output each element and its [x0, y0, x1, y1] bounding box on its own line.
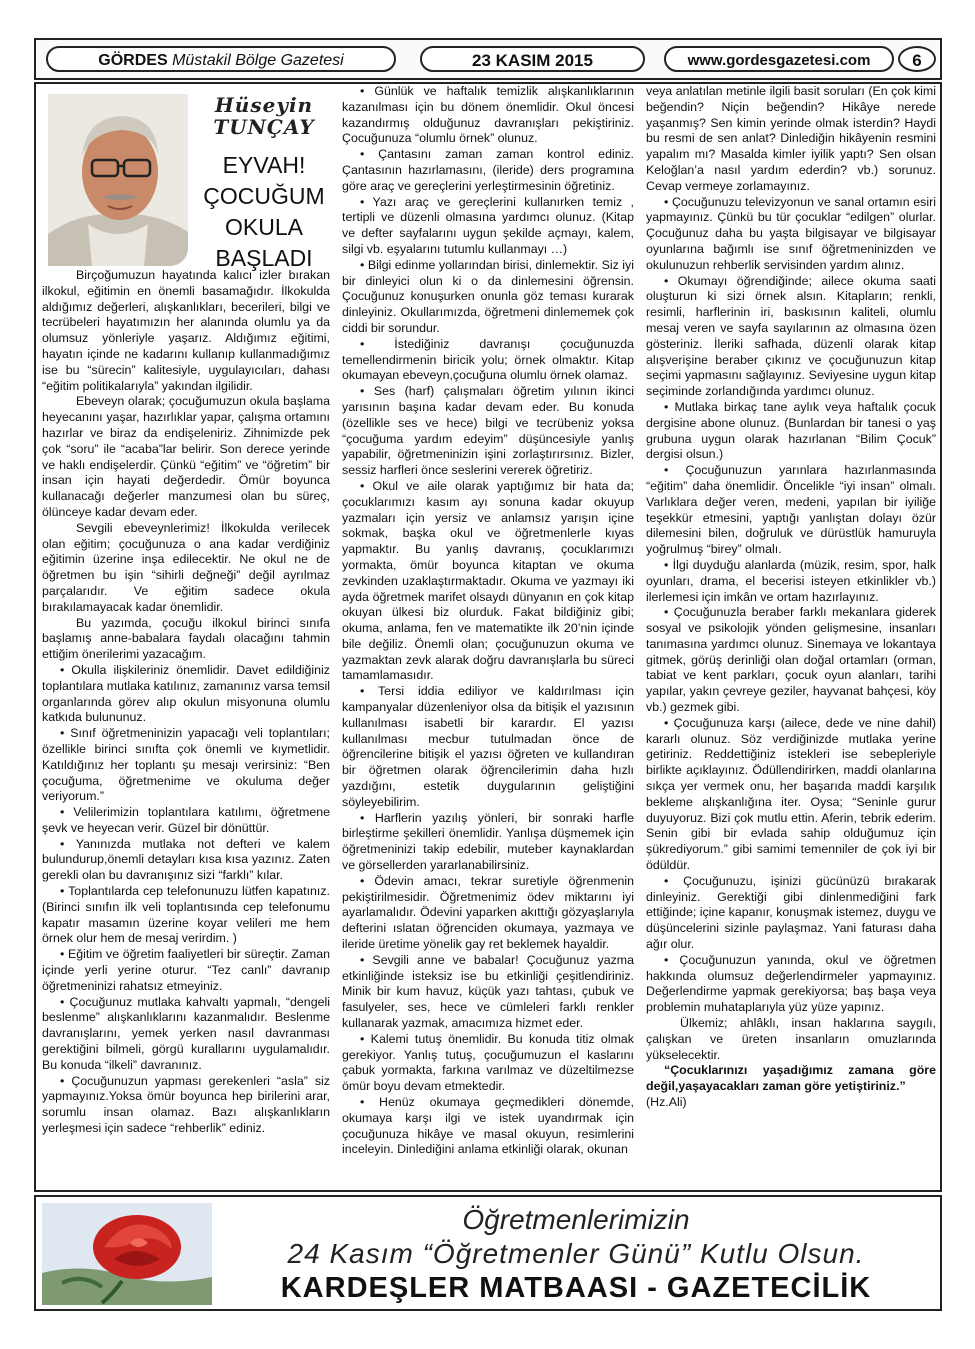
author-portrait-icon [48, 94, 188, 266]
paragraph: • Sevgili anne ve babalar! Çocuğunuz yazma etkinliğinde isteksiz ise bu etkinliği çeşitlendiriniz. Minik bir kum havuz, küçük yazı tahtası, çubuk ve fasulyeler, ses, hece ve cümleleri farklı renkler kullanarak yazmak, amacımıza hizmet eder. [342, 952, 634, 1031]
paragraph: • Okul ve aile olarak yaptığımız bir hata da; çocuklarımızı kasım ayı sonuna kadar okuyup yazmaları için yersiz ve anlamsız yarışın içine sokmak, başka okul ve öğretmenlerle kıyas yapmaktır. Bu yanlış davranış, çocuklarımızı yormakta, ömür boyunca kitaptan ve okuma zevkinden uzaklaştırmaktadır. Okuma ve yazmayı iki ayda öğretmek marifet olsaydı dünyanın en çok kitap okuyan ülkesi biz olurduk. Fakat bildiğiniz gibi; okuma, anlama, fen ve matematikte ilk 20’nin içinde bile değiliz. Önemli olan; çocuğunuzun okuma ve yazmaktan zevk alarak doğru davranışlarla bu süreci tamamlamasıdır. [342, 478, 634, 683]
paragraph: • Ses (harf) çalışmaları öğretim yılının ikinci yarısının başına kadar devam eder. Bu konuda (özellikle ses ve hece) bilgi ve tecrübeniz yoksa “çocuğuma yardım edeyim” düşüncesiyle yanlış yapabilir, öğretmeninizin işini zorlaştırırsınız. Bizler, sessiz harfleri önce seslerini vererek öğretiriz. [342, 384, 634, 478]
quote-attribution: (Hz.Ali) [646, 1095, 687, 1109]
author-photo [48, 94, 188, 266]
paragraph: Birçoğumuzun hayatında kalıcı izler bırakan ilkokul, eğitimin en önemli basamağıdır. İlkokulda aldığımız değerleri, alışkanlıkları, becerileri, bilgi ve tecrübeleri hayatımızın her alanında olumlu ya da olumsuz yönleriyle yaşarız. Aldığımız eğitimi, hayatın içinde ne kadarını kullanıp kullanmadığımız ise bu “sürecin” kalitesiyle, uygulayıcıları, dahası “eğitim politikalarıyla” yakından ilgilidir. [42, 268, 330, 393]
page-number: 6 [898, 46, 936, 72]
rose-image [42, 1203, 212, 1305]
paragraph: • Okulla ilişkileriniz önemlidir. Davet edildiğiniz toplantılara mutlaka katılınız, zamanınız varsa temsil organlarında görev alıp okulun misyonuna olumlu katkıda bulununuz. [42, 662, 330, 725]
headline-line: BAŞLADI [215, 245, 313, 271]
author-first-name: Hüseyin [214, 93, 314, 117]
paper-name: GÖRDES [98, 52, 168, 69]
paragraph: • Günlük ve haftalık temizlik alışkanlıklarının kazanılması için bu dönem önemlidir. Okul öncesi kazandırmış olduğunuz davranışları pekiştiriniz. Çocuğunuza “olumlu örnek” olunuz. [342, 84, 634, 146]
paragraph: • Harflerin yazılış yönleri, bir sonraki harfle birleştirme şekilleri önemlidir. Yanlışa düşmemek için öğretmeninizi takip edebilir, muteber kaynaklardan ve görsellerden yararlanabilirsiniz. [342, 810, 634, 873]
paragraph: • Çocuğunuza karşı (ailece, dede ve nine dahil) kararlı olunuz. Söz verdiğinizde mutlaka yerine getiriniz. Reddettiğiniz istekleri ise sebepleriyle birlikte açıklayınız. Ödüllendirirken, maddi olanlarına sıkça yer vermek onu, her başarıda maddi karşılık bekleme alışkanlığına iter. Oysa; “Seninle gurur duyuyoruz. Bizi çok mutlu ettin. Aferin, tebrik ederim. Senin gibi bir evlada sahip olduğumuz için şükrediyorum.” gibi samimi temenniler de çok iyi bir ödüldür. [646, 715, 936, 873]
author-last-name: TUNÇAY [213, 115, 315, 139]
article-headline [194, 150, 334, 274]
paragraph: • Sınıf öğretmeninizin yapacağı veli toplantıları; özellikle birinci sınıfta çok önemli ve kıymetlidir. Katıldığınız her toplantı şu mesajı verirsiniz: “Ben çocuğuma, öğretmenime ve okuluma değer veriyorum.” [42, 726, 330, 804]
column-3 [646, 84, 936, 1111]
closing-quote: “Çocuklarınızı yaşadığımız zamana göre değil,yaşayacakları zaman göre yetiştiriniz.” [646, 1063, 936, 1094]
paragraph: • Henüz okumaya geçmedikleri dönemde, okumaya karşı ilgi ve istek uyandırmak için çocuğunuza hikâye ve masal okuyun, resimlerini inceleyin. Dinlediğini anlama etkinliği olarak, okunan [342, 1095, 634, 1157]
headline-line: OKULA [225, 214, 303, 240]
paragraph: • Yazı araç ve gereçlerini kullanırken temiz , tertipli ve düzenli olmasına yardımcı olunuz. (Kitap ve defter sayfalarını uygun şekilde açmayı, kalem, silgi vb. eşyalarını tutumlu kullanmayı …) [342, 194, 634, 256]
paragraph: • Çantasını zaman zaman kontrol ediniz. Çantasının hazırlamasını, (ileride) ders programına göre araç ve gereçlerini yerleştirmesinin öğretiniz. [342, 147, 634, 193]
paragraph: • Okumayı öğrendiğinde; ailece okuma saati oluşturun ki sizi örnek alsın. Kitapların; renkli, resimli, harflerinin iri, baskısının kaliteli, olumlu mesaj veren ve sayfa sayılarının az olmasına özen gösteriniz. İleriki safhada, düzenli olarak kitap alışverişine beraber çıkınız ve çocuğunuzun kitap seçimi yapmasını sağlayınız. Seviyesine uygun kitap seçiminde zorlandığında yardımcı olunuz. [646, 273, 936, 399]
paragraph: Ülkemiz; ahlâklı, insan haklarına saygılı, çalışkan ve üreten insanların omuzlarında yükselecektir. [646, 1016, 936, 1062]
ad-line-3: KARDEŞLER MATBAASI - GAZETECİLİK [280, 1272, 872, 1304]
paragraph: • Çocuğunuz mutlaka kahvaltı yapmalı, “dengeli beslenme” alışkanlıklarını kazanmalıdır. Beslenme davranışlarını, yemek yerken nasıl davranması gerektiğini bilmeli, görgü kurallarını uygulamalıdır. Bu konuda “ilkeli” davranınız. [42, 994, 330, 1072]
paragraph: • Toplantılarda cep telefonunuzu lütfen kapatınız.(Birinci sınıfın ilk veli toplantısında cep telefonumu kapatır masamın üzerine koyar velileri me hem örnek olur hem de mesaj verirdim. ) [42, 884, 330, 946]
paragraph: • Çocuğunuzu televizyonun ve sanal ortamın esiri yapmayınız. Çünkü bu tür çocuklar “edilgen” olurlar. Çocuğunuz daha bu yaşta bilgisayar ve bilgisayar oyunlarına bağımlı ise sınıf öğretmeninizden ve okulunuzun rehberlik servisinden yardım alınız. [646, 194, 936, 272]
paragraph: veya anlatılan metinle ilgili basit soruları (En çok kimi beğendin? Niçin beğendin? Hikâye nerede yaşanmış? Sen kimin yerinde olmak isterdin? Haydi bu resmi de sen anlat? Dinlediğin hikâyenin resmini yapalım mı? Masalda kimler iyilik yaptı? Sen olsan Keloğlan’a nasıl yardım ederdin? vb.) sorunuz. Cevap vermeye zorlamayınız. [646, 84, 936, 193]
paragraph: • Mutlaka birkaç tane aylık veya haftalık çocuk dergisine abone olunuz. (Bunlardan bir tanesi o yaş grubuna uygun olarak hazırlanan “Bilim Çocuk” dergisi olsun.) [646, 399, 936, 462]
paragraph: • İstediğiniz davranışı çocuğunuzda temellendirmenin biricik yolu; örnek olmaktır. Kitap okumayan ebeveyn,çocuğuna olumlu örnek olamaz. [342, 336, 634, 383]
paragraph: • Velilerimizin toplantılara katılımı, öğretmene şevk ve heyecan verir. Güzel bir dönüttür. [42, 805, 330, 835]
ad-line-1: Öğretmenlerimizin [462, 1204, 690, 1235]
paragraph: • İlgi duyduğu alanlarda (müzik, resim, spor, halk oyunları, drama, el becerisi isteyen etkinlikler vb.) ilerlemesi için imkân ve ortam hazırlayınız. [646, 557, 936, 604]
column-1-body [42, 268, 330, 1137]
paper-subtitle: Müstakil Bölge Gazetesi [172, 52, 344, 69]
paragraph: Ebeveyn olarak; çocuğumuzun okula başlama heyecanını yaşar, hazırlıklar yapar, çalışma ortamını hazırlar ve biraz da endişeleniriz. Zihnimizde pek çok “soru” ile “acaba”lar belirir. Son derece yerinde ve haklı endişelerdir. Çünkü “eğitim” ve “öğretim” bir insan için hayati değerdedir. Ömür boyunca kullanacağı değerler manzumesi olan bu süreç, ölünceye kadar devam eder. [42, 394, 330, 519]
paragraph: • Çocuğunuzu, işinizi gücünüzü bırakarak dinleyiniz. Gerektiği gibi dinlenmediğini fark ettiğinde; içine kapanır, konuşmak istemez, duygu ve düşüncelerini sizinle paylaşmaz. Yani faturası daha ağır olur. [646, 873, 936, 952]
paragraph: • Tersi iddia ediliyor ve kaldırılması için kampanyalar düzenleniyor olsa da bitişik el yazısının kullanılması isabetli bir karardır. El yazısı kullanılması mecbur tutulmadan önce de öğrencilerine bitişik el yazısı öğreten ve kullandıran bir öğretmen olarak öğrencilerimin daha hızlı yazdığını, estetik duygularının geliştiğini söyleyebilirim. [342, 684, 634, 809]
paragraph: • Eğitim ve öğretim faaliyetleri bir süreçtir. Zaman içinde yerli yerine oturur. “Tez canlı” davranıp öğretmeninizi rahatsız etmeyiniz. [42, 947, 330, 993]
headline-line: EYVAH! [222, 152, 306, 178]
paper-name-pill [46, 46, 396, 72]
footer-advertisement [34, 1195, 942, 1311]
website-url: www.gordesgazetesi.com [664, 46, 894, 72]
paragraph: • Çocuğunuzla beraber farklı mekanlara giderek sosyal ve psikolojik yönden gelişmesine, insanları tanımasına yardımcı olunuz. Sinemaya ve lokantaya gitmek, görüş derinliği olan doğal ortamları (orman, tabiat ve kent parkları, çocuk oyun alanları, tarihi yapılar, yakın çevreye geziler, hayvanat bahçesi, köy vb.) gezmek gibi. [646, 605, 936, 715]
author-name [194, 94, 334, 138]
rose-icon [42, 1203, 212, 1305]
column-2 [342, 84, 634, 1158]
headline-line: ÇOCUĞUM [203, 183, 325, 209]
paragraph: • Yanınızda mutlaka not defteri ve kalem bulundurup,önemli detayları kısa kısa yazınız. Zaten gerekli olan bu davranışınız sizi “farklı” kılar. [42, 836, 330, 883]
issue-date: 23 KASIM 2015 [420, 46, 645, 72]
article-box [34, 82, 942, 1192]
paragraph: • Çocuğunuzun yarınlara hazırlanmasında “eğitim” daha önemlidir. Öncelikle “iyi insan” olmalı. Varlıklara değer veren, medeni, yapılan bir iyiliğe teşekkür etmesini, yaptığı yanlıştan dolayı özür dilemesini bilen, doğruluk ve dürüstlük hamuruyla yoğrulmuş “birey” olmalı. [646, 463, 936, 557]
ad-line-2: 24 Kasım “Öğretmenler Günü” Kutlu Olsun. [287, 1238, 865, 1269]
paragraph: • Bilgi edinme yollarından birisi, dinlemektir. Siz iyi bir dinleyici olun ki o da dinlemesini öğrensin. Çocuğunuz konuşurken onunla göz teması kurarak dinleyiniz. Okullarımızda, öğretmeni dinlememek çok ciddi bir sorundur. [342, 257, 634, 335]
paragraph: Sevgili ebeveynlerimiz! İlkokulda verilecek olan eğitim; çocuğunuza o ana kadar verdiğiniz eğitimin üzerine inşa edilecektir. Ne okul ne de öğretmen bu işin “sihirli değneği” değil ayrılmaz parçalarıdır. Ve eğitim sadece okula bırakılamayacak kadar önemlidir. [42, 520, 330, 614]
paragraph: Bu yazımda, çocuğu ilkokul birinci sınıfa başlamış anne-babalara faydalı olacağını tahmin ettiğim önerilerimi yazacağım. [42, 615, 330, 662]
paragraph: • Çocuğunuzun yanında, okul ve öğretmen hakkında olumsuz değerlendirmeler yapmayınız. Değerlendirme yapmak gerekiyorsa; baş başa veya problemin muhataplarıyla yüz yüze yapınız. [646, 952, 936, 1015]
paragraph: • Ödevin amacı, tekrar suretiyle öğrenmenin pekiştirilmesidir. Öğretmenimiz ödev miktarını iyi ayarlamalıdır. Ödevini yaparken akıttığı gözyaşlarıyla defterini ıslatan öğrenciden okumaya, yazmaya ve ileride üretime yönelik gay ret beklemek hayaldir. [342, 873, 634, 952]
paragraph: • Çocuğunuzun yapması gerekenleri “asla” siz yapmayınız.Yoksa ömür boyunca hep birilerini arar, sorumlu insan olamaz. Bazı alışkanlıkların yerleşmesi için sadece “rehberlik” ediniz. [42, 1073, 330, 1136]
page-header [34, 38, 942, 80]
paragraph: • Kalemi tutuş önemlidir. Bu konuda titiz olmak gerekiyor. Yanlış tutuş, çocuğumuzun el kaslarını çabuk yormakta, farkına varılmaz ve düzeltilmezse ömür boyu devam etmektedir. [342, 1031, 634, 1094]
